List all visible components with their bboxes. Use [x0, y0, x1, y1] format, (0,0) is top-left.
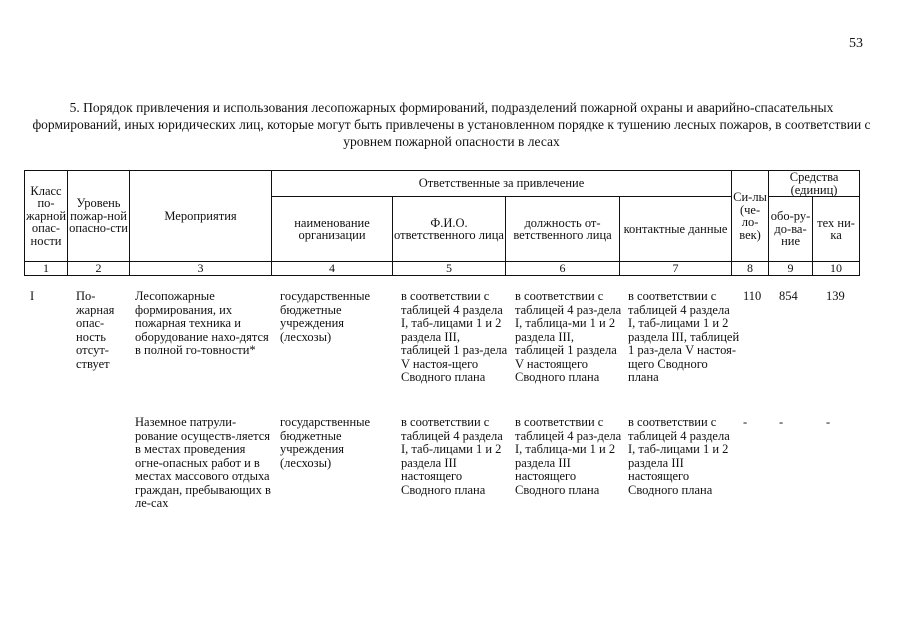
column-number: 9	[769, 262, 813, 276]
header-fio: Ф.И.О. ответственного лица	[393, 197, 506, 262]
header-measures: Мероприятия	[130, 171, 272, 262]
column-number: 3	[130, 262, 272, 276]
header-means: Средства (единиц)	[769, 171, 860, 197]
column-number: 5	[393, 262, 506, 276]
header-forces: Си-лы (че-ло-век)	[732, 171, 769, 262]
cell-fio: в соответствии с таблицей 4 раздела I, таб-лицами 1 и 2 раздела III, таблицей 1 раз-дела V настоя-щего Сводного плана	[401, 289, 508, 384]
header-technique: тех ни-ка	[813, 197, 860, 262]
header-contacts: контактные данные	[620, 197, 732, 262]
cell-class: I	[30, 289, 35, 303]
header-level: Уровень пожар-ной опасно-сти	[68, 171, 130, 262]
header-org-name: наименование организации	[272, 197, 393, 262]
cell-position: в соответствии с таблицей 4 раз-дела I, таблица-ми 1 и 2 раздела III, таблицей 1 раздела V настоящего Сводного плана	[515, 289, 622, 384]
cell-forces: 110	[743, 289, 762, 303]
cell-equipment: -	[779, 415, 784, 429]
cell-org: государственные бюджетные учреждения (лесхозы)	[280, 289, 371, 344]
column-number: 1	[25, 262, 68, 276]
cell-level: По-жарная опас-ность отсут-ствует	[76, 289, 115, 371]
column-number: 6	[506, 262, 620, 276]
cell-forces: -	[743, 415, 748, 429]
header-responsible: Ответственные за привлечение	[272, 171, 732, 197]
cell-org: государственные бюджетные учреждения (лесхозы)	[280, 415, 371, 470]
column-number: 4	[272, 262, 393, 276]
cell-technique: 139	[826, 289, 845, 303]
column-number: 10	[813, 262, 860, 276]
page-number: 53	[849, 36, 863, 51]
cell-fio: в соответствии с таблицей 4 раздела I, таб-лицами 1 и 2 раздела III настоящего Сводного плана	[401, 415, 503, 497]
header-equipment: обо-ру-до-ва-ние	[769, 197, 813, 262]
cell-measure: Лесопожарные формирования, их пожарная техника и оборудование нахо-дятся в полной го-товности*	[135, 289, 269, 357]
column-number: 2	[68, 262, 130, 276]
column-number: 7	[620, 262, 732, 276]
column-number: 8	[732, 262, 769, 276]
document-title: 5. Порядок привлечения и использования лесопожарных формирований, подразделений пожарной охраны и аварийно-спасательных формирований, иных юридических лиц, которые могут быть привлечены в установленном порядке к тушению лесных пожаров, в соответствии с уровнем пожарной опасности в лесах	[32, 100, 871, 149]
header-class: Класс по-жарной опас-ности	[25, 171, 68, 262]
cell-equipment: 854	[779, 289, 798, 303]
cell-contacts: в соответствии с таблицей 4 раздела I, таб-лицами 1 и 2 раздела III, таблицей 1 раз-дела V настоя-щего Сводного плана	[628, 289, 740, 384]
cell-contacts: в соответствии с таблицей 4 раздела I, таб-лицами 1 и 2 раздела III настоящего Сводного плана	[628, 415, 730, 497]
header-position: должность от-ветственного лица	[506, 197, 620, 262]
table-header	[24, 170, 860, 276]
cell-technique: -	[826, 415, 831, 429]
cell-measure: Наземное патрули-рование осуществ-ляется в местах проведения огне-опасных работ и в местах массового отдыха граждан, пребывающих в ле-сах	[135, 415, 271, 510]
cell-position: в соответствии с таблицей 4 раз-дела I, таблица-ми 1 и 2 раздела III настоящего Сводного плана	[515, 415, 622, 497]
